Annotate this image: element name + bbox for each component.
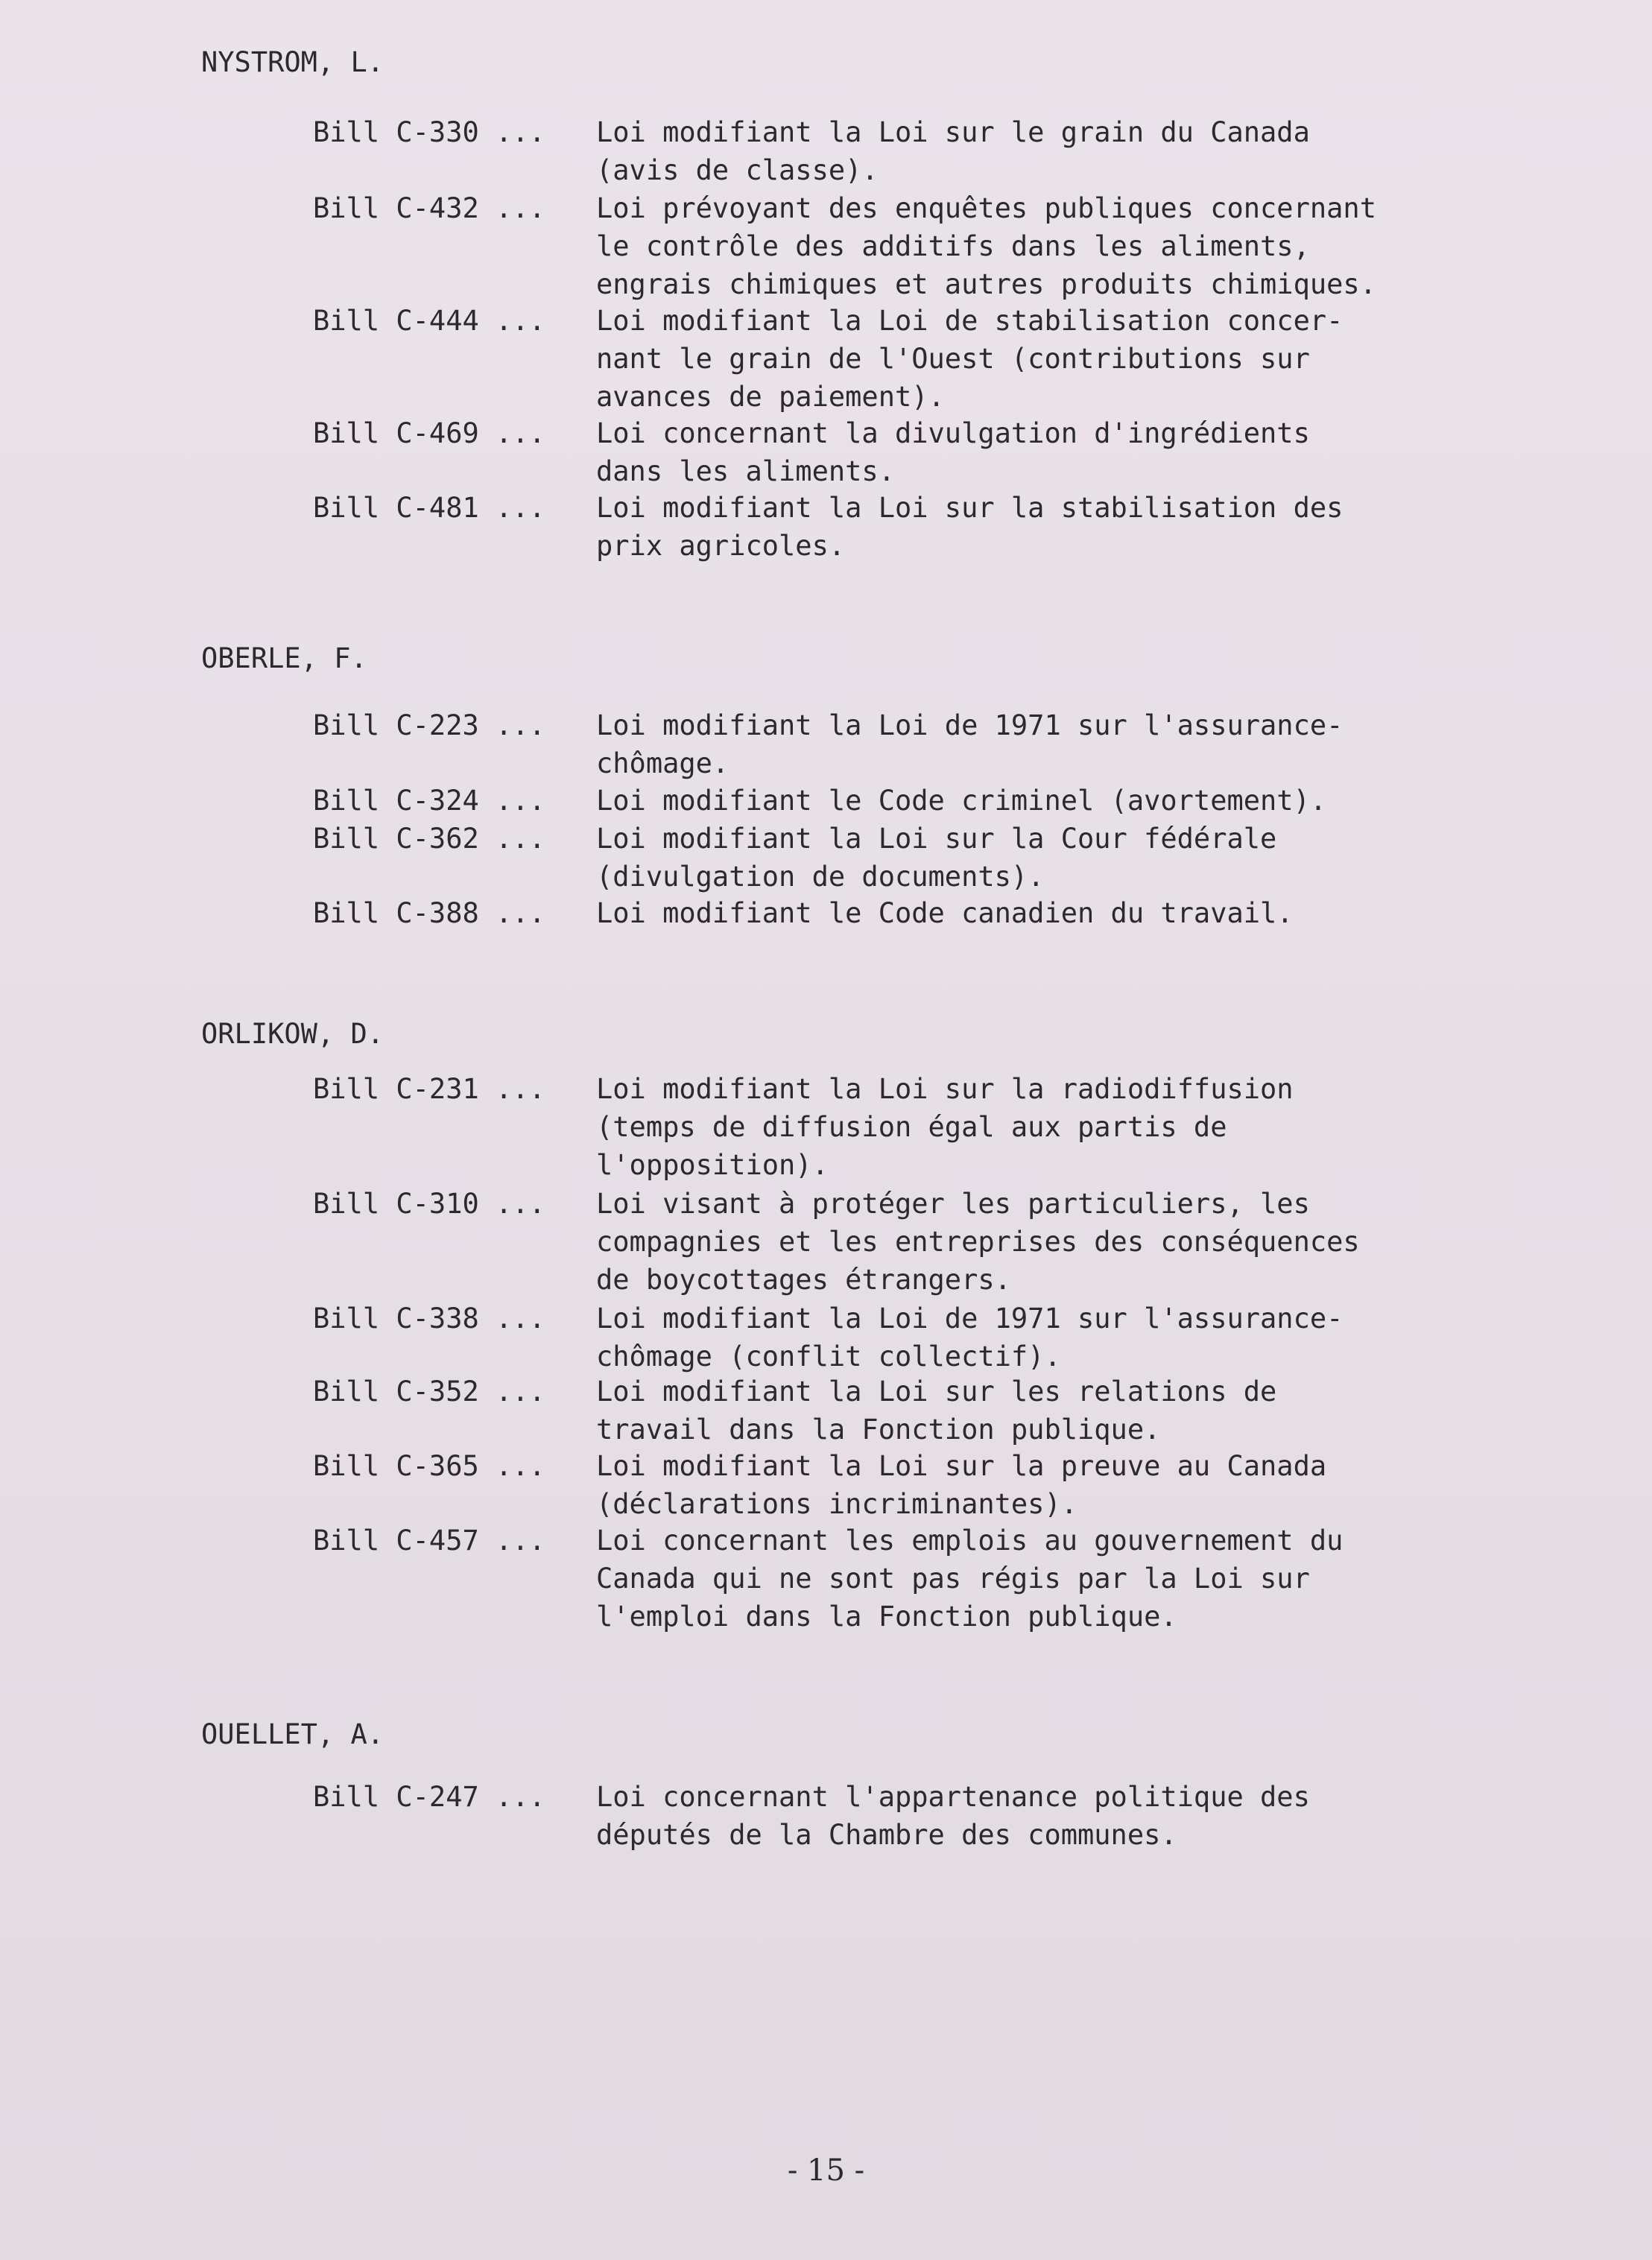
bill-number: Bill C-457 ... bbox=[313, 1525, 545, 1557]
bill-line: députés de la Chambre des communes. bbox=[596, 1819, 1177, 1851]
bill-line: Loi modifiant la Loi sur la stabilisation des bbox=[596, 492, 1344, 524]
bill-line: Loi visant à protéger les particuliers, les bbox=[596, 1188, 1310, 1220]
bill-line: Loi concernant l'appartenance politique des bbox=[596, 1781, 1310, 1813]
bill-description bbox=[596, 1300, 1652, 1376]
bill-line: chômage (conflit collectif). bbox=[596, 1341, 1061, 1373]
bill-description bbox=[596, 1522, 1652, 1636]
bill-line: Loi modifiant la Loi sur la radiodiffusion bbox=[596, 1073, 1294, 1105]
page-number: - 15 - bbox=[787, 2153, 865, 2188]
bill-number: Bill C-352 ... bbox=[313, 1376, 545, 1408]
bill-line: prix agricoles. bbox=[596, 530, 846, 562]
bill-number: Bill C-310 ... bbox=[313, 1188, 545, 1220]
bill-line: Loi modifiant la Loi de stabilisation concer- bbox=[596, 305, 1344, 337]
bill-line: l'opposition). bbox=[596, 1149, 829, 1181]
bill-line: avances de paiement). bbox=[596, 381, 945, 413]
bill-line: Loi prévoyant des enquêtes publiques concernant bbox=[596, 192, 1376, 224]
bill-line: (temps de diffusion égal aux partis de bbox=[596, 1111, 1227, 1143]
bill-description bbox=[596, 706, 1652, 782]
bill-line: travail dans la Fonction publique. bbox=[596, 1414, 1161, 1446]
member-name: OBERLE, F. bbox=[201, 642, 367, 674]
bill-description bbox=[596, 1070, 1652, 1184]
bill-line: le contrôle des additifs dans les aliments, bbox=[596, 230, 1310, 262]
bill-line: Canada qui ne sont pas régis par la Loi sur bbox=[596, 1563, 1310, 1595]
bill-description bbox=[596, 1185, 1652, 1299]
bill-line: l'emploi dans la Fonction publique. bbox=[596, 1601, 1177, 1633]
bill-description bbox=[596, 782, 1652, 820]
bill-line: Loi modifiant la Loi sur les relations de bbox=[596, 1376, 1277, 1408]
bill-line: Loi modifiant la Loi de 1971 sur l'assurance- bbox=[596, 1302, 1344, 1335]
bill-line: (avis de classe). bbox=[596, 154, 879, 186]
bill-number: Bill C-330 ... bbox=[313, 116, 545, 148]
bill-number: Bill C-388 ... bbox=[313, 897, 545, 929]
bill-description bbox=[596, 1447, 1652, 1523]
bill-line: Loi concernant la divulgation d'ingrédients bbox=[596, 417, 1310, 449]
bill-number: Bill C-432 ... bbox=[313, 192, 545, 224]
bill-line: nant le grain de l'Ouest (contributions sur bbox=[596, 343, 1310, 375]
bill-line: Loi concernant les emplois au gouvernement du bbox=[596, 1525, 1344, 1557]
bill-number: Bill C-338 ... bbox=[313, 1302, 545, 1335]
bill-number: Bill C-324 ... bbox=[313, 785, 545, 817]
bill-description bbox=[596, 1778, 1652, 1854]
bill-number: Bill C-231 ... bbox=[313, 1073, 545, 1105]
bill-description bbox=[596, 189, 1652, 303]
member-name: NYSTROM, L. bbox=[201, 46, 384, 78]
bill-description bbox=[596, 302, 1652, 416]
bill-line: (déclarations incriminantes). bbox=[596, 1488, 1078, 1520]
bill-description bbox=[596, 489, 1652, 565]
bill-description bbox=[596, 414, 1652, 490]
member-name: ORLIKOW, D. bbox=[201, 1018, 384, 1050]
bill-number: Bill C-365 ... bbox=[313, 1450, 545, 1482]
bill-line: (divulgation de documents). bbox=[596, 861, 1045, 893]
bill-line: Loi modifiant la Loi sur le grain du Canada bbox=[596, 116, 1310, 148]
bill-number: Bill C-469 ... bbox=[313, 417, 545, 449]
bill-line: dans les aliments. bbox=[596, 455, 895, 487]
member-name: OUELLET, A. bbox=[201, 1718, 384, 1750]
bill-description bbox=[596, 820, 1652, 896]
bill-line: Loi modifiant le Code canadien du travail. bbox=[596, 897, 1294, 929]
bill-line: compagnies et les entreprises des conséquences bbox=[596, 1226, 1360, 1258]
bill-description bbox=[596, 113, 1652, 189]
bill-line: Loi modifiant la Loi sur la preuve au Canada bbox=[596, 1450, 1327, 1482]
bill-line: de boycottages étrangers. bbox=[596, 1264, 1011, 1296]
bill-description bbox=[596, 1373, 1652, 1449]
bill-line: chômage. bbox=[596, 747, 730, 779]
bill-number: Bill C-362 ... bbox=[313, 823, 545, 855]
bill-line: engrais chimiques et autres produits chimiques. bbox=[596, 268, 1376, 300]
bill-description bbox=[596, 894, 1652, 932]
bill-line: Loi modifiant la Loi sur la Cour fédérale bbox=[596, 823, 1277, 855]
bill-number: Bill C-223 ... bbox=[313, 709, 545, 741]
bill-number: Bill C-444 ... bbox=[313, 305, 545, 337]
bill-line: Loi modifiant la Loi de 1971 sur l'assurance- bbox=[596, 709, 1344, 741]
bill-line: Loi modifiant le Code criminel (avortement). bbox=[596, 785, 1327, 817]
bill-number: Bill C-481 ... bbox=[313, 492, 545, 524]
bill-number: Bill C-247 ... bbox=[313, 1781, 545, 1813]
